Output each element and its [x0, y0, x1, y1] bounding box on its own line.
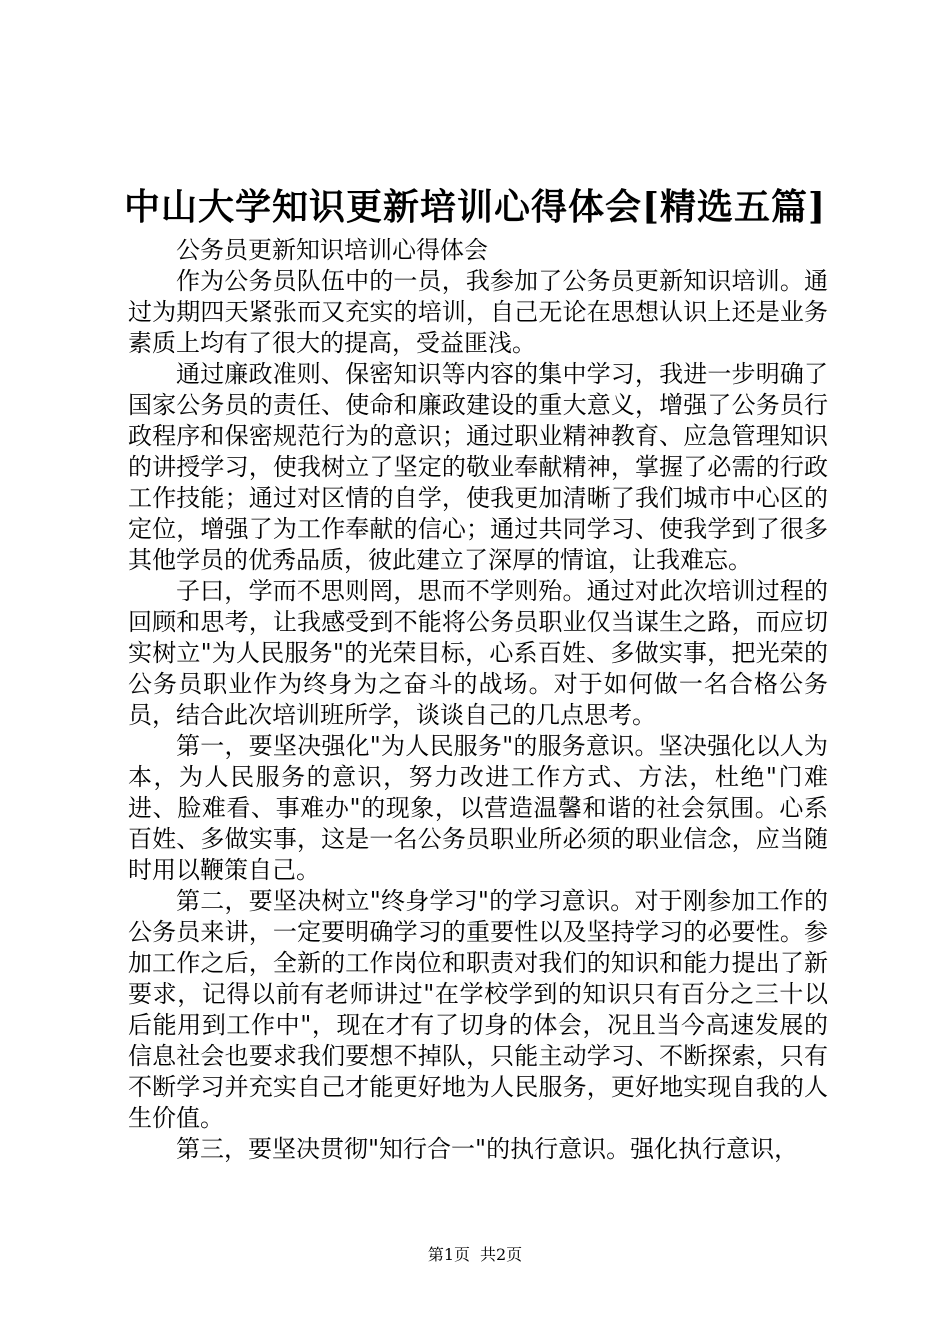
paragraph: 子曰，学而不思则罔，思而不学则殆。通过对此次培训过程的回顾和思考，让我感受到不能将公务员职业仅当谋生之路，而应切实树立"为人民服务"的光荣目标，心系百姓、多做实事，把光荣的公务员职业作为终身为之奋斗的战场。对于如何做一名合格公务员，结合此次培训班所学，谈谈自己的几点思考。: [128, 577, 828, 729]
page-number-current: 第1页: [427, 1245, 470, 1264]
document-body: [128, 235, 828, 1165]
paragraph: 第一，要坚决强化"为人民服务"的服务意识。坚决强化以人为本，为人民服务的意识，努力改进工作方式、方法，杜绝"门难进、脸难看、事难办"的现象，以营造温馨和谐的社会氛围。心系百姓、多做实事，这是一名公务员职业所必须的职业信念，应当随时用以鞭策自己。: [128, 732, 828, 884]
paragraph: 第二，要坚决树立"终身学习"的学习意识。对于刚参加工作的公务员来讲，一定要明确学习的重要性以及坚持学习的必要性。参加工作之后，全新的工作岗位和职责对我们的知识和能力提出了新要求，记得以前有老师讲过"在学校学到的知识只有百分之三十以后能用到工作中"，现在才有了切身的体会，况且当今高速发展的信息社会也要求我们要想不掉队，只能主动学习、不断探索，只有不断学习并充实自己才能更好地为人民服务，更好地实现自我的人生价值。: [128, 887, 828, 1132]
page-number-total: 共2页: [480, 1245, 523, 1264]
document-subtitle: 公务员更新知识培训心得体会: [176, 236, 488, 264]
paragraph: 通过廉政准则、保密知识等内容的集中学习，我进一步明确了国家公务员的责任、使命和廉政建设的重大意义，增强了公务员行政程序和保密规范行为的意识；通过职业精神教育、应急管理知识的讲授学习，使我树立了坚定的敬业奉献精神，掌握了必需的行政工作技能；通过对区情的自学，使我更加清晰了我们城市中心区的定位，增强了为工作奉献的信心；通过共同学习、使我学到了很多其他学员的优秀品质，彼此建立了深厚的情谊，让我难忘。: [128, 360, 828, 574]
document-title: 中山大学知识更新培训心得体会[精选五篇]: [123, 186, 827, 228]
paragraph: 作为公务员队伍中的一员，我参加了公务员更新知识培训。通过为期四天紧张而又充实的培训，自己无论在思想认识上还是业务素质上均有了很大的提高，受益匪浅。: [128, 267, 828, 357]
page-footer: [0, 1244, 950, 1266]
paragraph: 第三，要坚决贯彻"知行合一"的执行意识。强化执行意识，: [176, 1135, 799, 1163]
